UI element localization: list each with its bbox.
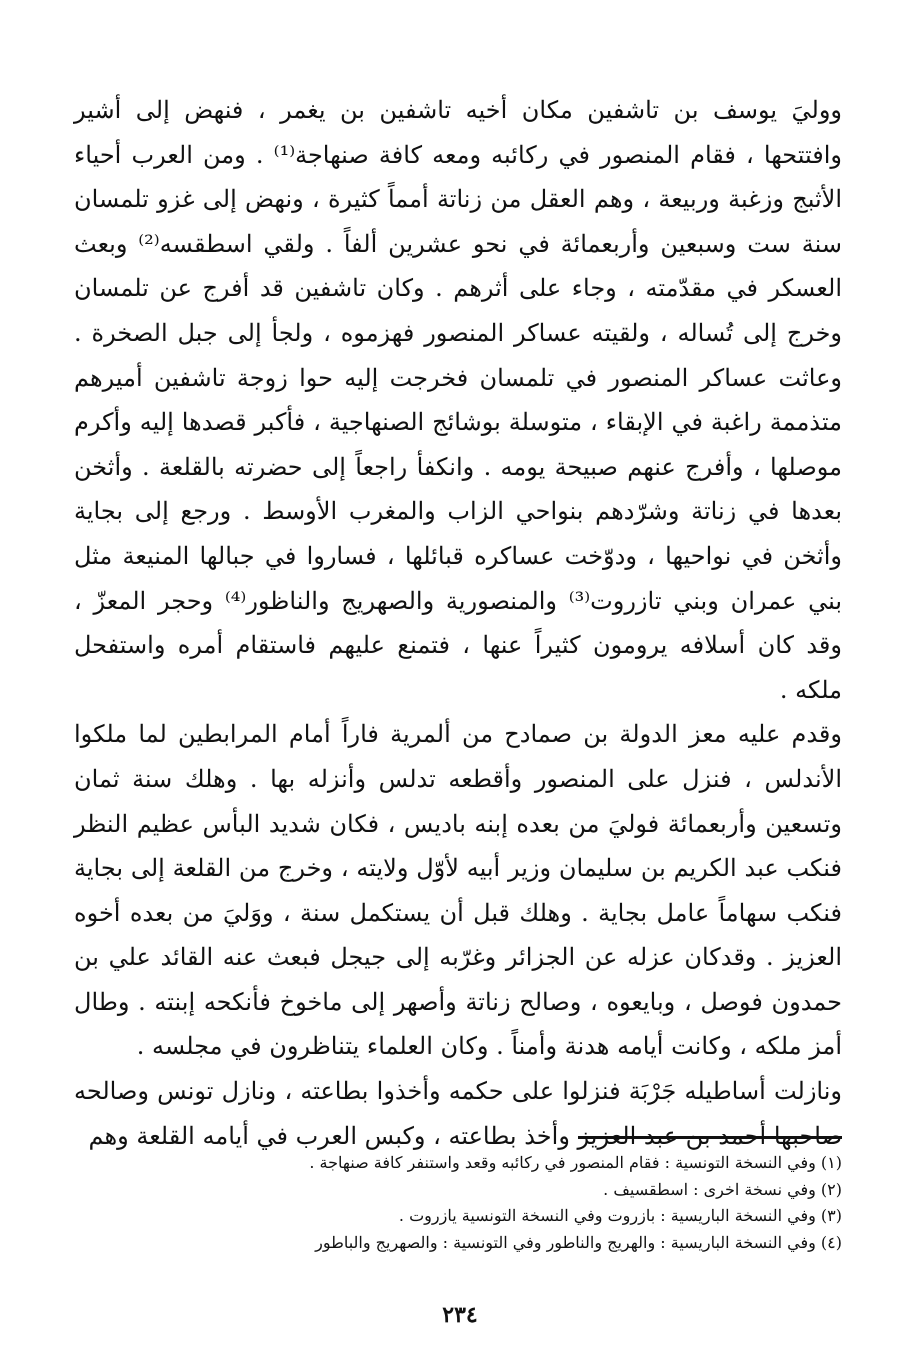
footnotes <box>82 1150 842 1256</box>
paragraph-1: ووليَ يوسف بن تاشفين مكان أخيه تاشفين بن يغمر ، فنهض إلى أشير وافتتحها ، فقام المنصور في ركائبه ومعه كافة صنهاجة⁽¹⁾ . ومن العرب أحياء الأثبج وزغبة وربيعة ، وهم العقل من زناتة أمماً كثيرة ، ونهض إلى غزو تلمسان سنة ست وسبعين وأربعمائة في نحو عشرين ألفاً . ولقي اسطقسه⁽²⁾ وبعث العسكر في مقدّمته ، وجاء على أثرهم . وكان تاشفين قد أفرج عن تلمسان وخرج إلى تُساله ، ولقيته عساكر المنصور فهزموه ، ولجأ إلى جبل الصخرة . وعاثت عساكر المنصور في تلمسان فخرجت إليه حوا زوجة تاشفين أميرهم متذممة راغبة في الإبقاء ، متوسلة بوشائج الصنهاجية ، فأكبر قصدها إليه وأكرم موصلها ، وأفرج عنهم صبيحة يومه . وانكفأ راجعاً إلى حضرته بالقلعة . وأثخن بعدها في زناتة وشرّدهم بنواحي الزاب والمغرب الأوسط . ورجع إلى بجاية وأثخن في نواحيها ، ودوّخت عساكره قبائلها ، فساروا في جبالها المنيعة مثل بني عمران وبني تازروت⁽³⁾ والمنصورية والصهريج والناظور⁽⁴⁾ وحجر المعزّ ، وقد كان أسلافه يرومون كثيراً عنها ، فتمنع عليهم فاستقام أمره واستفحل ملكه . <box>74 96 843 704</box>
paragraph-2: وقدم عليه معز الدولة بن صمادح من ألمرية فاراً أمام المرابطين لما ملكوا الأندلس ، فنزل على المنصور وأقطعه تدلس وأنزله بها . وهلك سنة ثمان وتسعين وأربعمائة فوليَ من بعده إبنه باديس ، فكان شديد البأس عظيم النظر فنكب عبد الكريم بن سليمان وزير أبيه لأوّل ولايته ، وخرج من القلعة إلى بجاية فنكب سهاماً عامل بجاية . وهلك قبل أن يستكمل سنة ، ووَليَ من بعده أخوه العزيز . وقدكان عزله عن الجزائر وغرّبه إلى جيجل فبعث عنه القائد علي بن حمدون فوصل ، وبايعوه ، وصالح زناتة وأصهر إلى ماخوخ فأنكحه إبنته . وطال أمز ملكه ، وكانت أيامه هدنة وأمناً . وكان العلماء يتناظرون في مجلسه . <box>74 720 842 1061</box>
footnote-1: (١) وفي النسخة التونسية : فقام المنصور في ركائبه وقعد واستنفر كافة صنهاجة . <box>309 1153 842 1172</box>
footnote-2: (٢) وفي نسخة اخرى : اسطقسيف . <box>603 1179 842 1199</box>
page-number: ٢٣٤ <box>442 1302 478 1328</box>
main-text <box>74 88 842 1158</box>
footnote-3: (٣) وفي النسخة الباريسية : بازروت وفي النسخة التونسية يازروت . <box>398 1206 842 1225</box>
footnote-4: (٤) وفي النسخة الباريسية : والهريج والناطور وفي التونسية : والصهريج والباطور <box>315 1232 842 1252</box>
paragraph-3: ونازلت أساطيله جَرْبَة فنزلوا على حكمه وأخذوا بطاعته ، ونازل تونس وصالحه صاحبها أحمد بن عبد العزيز وأخذ بطاعته ، وكبس العرب في أيامه القلعة وهم <box>74 1077 842 1150</box>
footnote-divider <box>578 1136 842 1139</box>
